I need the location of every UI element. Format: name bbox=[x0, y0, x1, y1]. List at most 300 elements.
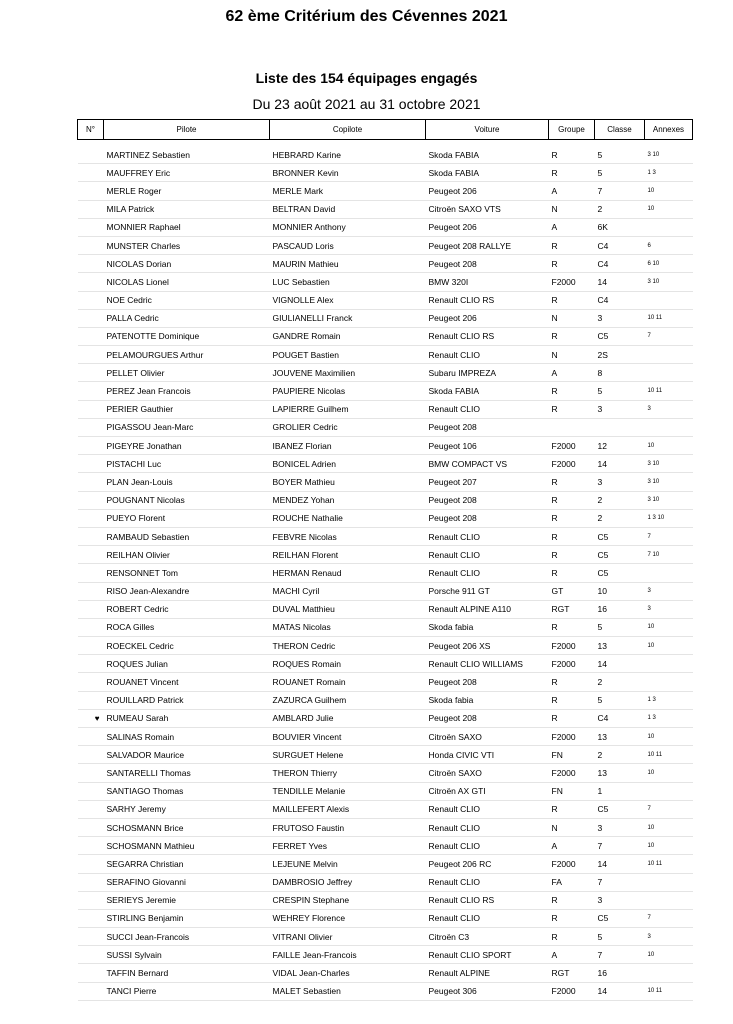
document-subtitle: Liste des 154 équipages engagés bbox=[255, 70, 478, 86]
cell-pilote: PATENOTTE Dominique bbox=[104, 327, 270, 345]
cell-annexes: 10 bbox=[645, 200, 693, 218]
cell-classe: 12 bbox=[595, 437, 645, 455]
cell-voiture: Peugeot 208 bbox=[426, 509, 549, 527]
table-row bbox=[78, 746, 693, 764]
cell-annexes: 10 bbox=[645, 764, 693, 782]
cell-annexes: 7 10 bbox=[645, 546, 693, 564]
cell-num bbox=[78, 909, 104, 927]
cell-num bbox=[78, 309, 104, 327]
cell-pilote: MILA Patrick bbox=[104, 200, 270, 218]
table-row bbox=[78, 655, 693, 673]
table-row bbox=[78, 182, 693, 200]
cell-annexes: 10 bbox=[645, 618, 693, 636]
cell-classe: C5 bbox=[595, 909, 645, 927]
cell-annexes: 6 bbox=[645, 236, 693, 254]
cell-voiture: Renault CLIO RS bbox=[426, 327, 549, 345]
entries-table bbox=[77, 119, 693, 1001]
table-row bbox=[78, 982, 693, 1000]
cell-voiture: BMW 320I bbox=[426, 273, 549, 291]
cell-groupe: F2000 bbox=[549, 982, 595, 1000]
cell-voiture: Peugeot 208 bbox=[426, 673, 549, 691]
cell-num bbox=[78, 236, 104, 254]
cell-copilote: MAURIN Mathieu bbox=[270, 255, 426, 273]
cell-groupe: R bbox=[549, 564, 595, 582]
cell-num bbox=[78, 855, 104, 873]
cell-voiture: Skoda FABIA bbox=[426, 164, 549, 182]
cell-num bbox=[78, 982, 104, 1000]
cell-annexes bbox=[645, 564, 693, 582]
cell-classe: C5 bbox=[595, 527, 645, 545]
cell-groupe: N bbox=[549, 346, 595, 364]
cell-pilote: SERAFINO Giovanni bbox=[104, 873, 270, 891]
cell-annexes: 7 bbox=[645, 527, 693, 545]
cell-pilote: REILHAN Olivier bbox=[104, 546, 270, 564]
cell-classe: C4 bbox=[595, 291, 645, 309]
cell-annexes bbox=[645, 873, 693, 891]
cell-num bbox=[78, 964, 104, 982]
cell-copilote: TENDILLE Melanie bbox=[270, 782, 426, 800]
cell-classe: 2 bbox=[595, 509, 645, 527]
cell-num bbox=[78, 200, 104, 218]
cell-num bbox=[78, 600, 104, 618]
cell-pilote: SARHY Jeremy bbox=[104, 800, 270, 818]
cell-copilote: GROLIER Cedric bbox=[270, 418, 426, 436]
cell-pilote: MAUFFREY Eric bbox=[104, 164, 270, 182]
cell-groupe: FA bbox=[549, 873, 595, 891]
cell-pilote: ROCA Gilles bbox=[104, 618, 270, 636]
cell-classe: 3 bbox=[595, 818, 645, 836]
cell-num bbox=[78, 873, 104, 891]
cell-groupe: R bbox=[549, 491, 595, 509]
cell-pilote: PUEYO Florent bbox=[104, 509, 270, 527]
header-pilote: Pilote bbox=[104, 120, 270, 140]
cell-classe: 14 bbox=[595, 273, 645, 291]
table-row bbox=[78, 200, 693, 218]
table-row bbox=[78, 782, 693, 800]
cell-num bbox=[78, 273, 104, 291]
cell-voiture: Renault CLIO SPORT bbox=[426, 946, 549, 964]
cell-pilote: RUMEAU Sarah bbox=[104, 709, 270, 727]
cell-classe: C4 bbox=[595, 255, 645, 273]
cell-copilote: MAILLEFERT Alexis bbox=[270, 800, 426, 818]
cell-pilote: SALVADOR Maurice bbox=[104, 746, 270, 764]
cell-voiture: Renault CLIO RS bbox=[426, 891, 549, 909]
header-annexes: Annexes bbox=[645, 120, 693, 140]
cell-groupe: FN bbox=[549, 782, 595, 800]
table-row bbox=[78, 691, 693, 709]
header-groupe: Groupe bbox=[549, 120, 595, 140]
table-row bbox=[78, 800, 693, 818]
cell-classe: 5 bbox=[595, 382, 645, 400]
cell-copilote: WEHREY Florence bbox=[270, 909, 426, 927]
cell-annexes: 7 bbox=[645, 909, 693, 927]
cell-voiture: Peugeot 206 XS bbox=[426, 637, 549, 655]
cell-num bbox=[78, 928, 104, 946]
cell-pilote: PEREZ Jean Francois bbox=[104, 382, 270, 400]
cell-copilote: MONNIER Anthony bbox=[270, 218, 426, 236]
cell-groupe: A bbox=[549, 946, 595, 964]
cell-annexes: 1 3 10 bbox=[645, 509, 693, 527]
cell-voiture: Skoda fabia bbox=[426, 691, 549, 709]
table-row bbox=[78, 473, 693, 491]
cell-copilote: REILHAN Florent bbox=[270, 546, 426, 564]
cell-pilote: MUNSTER Charles bbox=[104, 236, 270, 254]
cell-num bbox=[78, 691, 104, 709]
cell-voiture: Peugeot 106 bbox=[426, 437, 549, 455]
cell-voiture: BMW COMPACT VS bbox=[426, 455, 549, 473]
cell-copilote: MATAS Nicolas bbox=[270, 618, 426, 636]
cell-classe: 10 bbox=[595, 582, 645, 600]
cell-classe bbox=[595, 418, 645, 436]
cell-classe: C5 bbox=[595, 327, 645, 345]
table-row bbox=[78, 546, 693, 564]
cell-num bbox=[78, 946, 104, 964]
cell-classe: 8 bbox=[595, 364, 645, 382]
cell-voiture: Peugeot 208 bbox=[426, 418, 549, 436]
table-body bbox=[78, 140, 693, 1001]
header-copilote: Copilote bbox=[270, 120, 426, 140]
cell-pilote: MONNIER Raphael bbox=[104, 218, 270, 236]
cell-annexes: 10 bbox=[645, 946, 693, 964]
cell-voiture: Peugeot 207 bbox=[426, 473, 549, 491]
cell-groupe: A bbox=[549, 364, 595, 382]
cell-copilote: LUC Sebastien bbox=[270, 273, 426, 291]
cell-groupe: R bbox=[549, 327, 595, 345]
table-row bbox=[78, 928, 693, 946]
cell-voiture: Renault CLIO bbox=[426, 800, 549, 818]
cell-copilote: SURGUET Helene bbox=[270, 746, 426, 764]
cell-annexes: 1 3 bbox=[645, 164, 693, 182]
table-row bbox=[78, 600, 693, 618]
cell-groupe: F2000 bbox=[549, 855, 595, 873]
cell-voiture: Citroën SAXO bbox=[426, 764, 549, 782]
cell-groupe: F2000 bbox=[549, 637, 595, 655]
cell-num bbox=[78, 364, 104, 382]
cell-groupe: N bbox=[549, 200, 595, 218]
cell-groupe: A bbox=[549, 837, 595, 855]
cell-classe: 5 bbox=[595, 618, 645, 636]
cell-pilote: STIRLING Benjamin bbox=[104, 909, 270, 927]
cell-voiture: Renault CLIO WILLIAMS bbox=[426, 655, 549, 673]
table-row bbox=[78, 618, 693, 636]
table-row bbox=[78, 164, 693, 182]
cell-annexes bbox=[645, 291, 693, 309]
cell-classe: 5 bbox=[595, 928, 645, 946]
cell-groupe: N bbox=[549, 818, 595, 836]
table-row bbox=[78, 946, 693, 964]
cell-classe: 7 bbox=[595, 837, 645, 855]
cell-voiture: Peugeot 208 bbox=[426, 255, 549, 273]
cell-annexes: 10 11 bbox=[645, 746, 693, 764]
cell-pilote: MERLE Roger bbox=[104, 182, 270, 200]
cell-groupe: R bbox=[549, 164, 595, 182]
cell-voiture: Renault CLIO bbox=[426, 564, 549, 582]
cell-pilote: SUCCI Jean-Francois bbox=[104, 928, 270, 946]
cell-groupe: R bbox=[549, 618, 595, 636]
cell-groupe bbox=[549, 418, 595, 436]
cell-voiture: Citroën SAXO bbox=[426, 728, 549, 746]
cell-voiture: Peugeot 206 bbox=[426, 182, 549, 200]
cell-annexes: 10 bbox=[645, 182, 693, 200]
cell-pilote: ROUILLARD Patrick bbox=[104, 691, 270, 709]
cell-num bbox=[78, 255, 104, 273]
cell-groupe: F2000 bbox=[549, 455, 595, 473]
cell-groupe: R bbox=[549, 236, 595, 254]
cell-num bbox=[78, 728, 104, 746]
cell-groupe: A bbox=[549, 218, 595, 236]
cell-classe: C4 bbox=[595, 709, 645, 727]
cell-pilote: PERIER Gauthier bbox=[104, 400, 270, 418]
table-row bbox=[78, 673, 693, 691]
table-row bbox=[78, 364, 693, 382]
cell-voiture: Peugeot 206 bbox=[426, 218, 549, 236]
cell-num bbox=[78, 782, 104, 800]
cell-copilote: AMBLARD Julie bbox=[270, 709, 426, 727]
cell-copilote: JOUVENE Maximilien bbox=[270, 364, 426, 382]
cell-num bbox=[78, 437, 104, 455]
table-row bbox=[78, 273, 693, 291]
cell-classe: C5 bbox=[595, 564, 645, 582]
table-row bbox=[78, 509, 693, 527]
cell-pilote: PELAMOURGUES Arthur bbox=[104, 346, 270, 364]
cell-num bbox=[78, 346, 104, 364]
cell-annexes: 3 10 bbox=[645, 455, 693, 473]
cell-copilote: VIGNOLLE Alex bbox=[270, 291, 426, 309]
cell-annexes: 3 10 bbox=[645, 473, 693, 491]
cell-num bbox=[78, 509, 104, 527]
cell-classe: 3 bbox=[595, 400, 645, 418]
cell-num bbox=[78, 764, 104, 782]
cell-annexes: 10 11 bbox=[645, 309, 693, 327]
cell-pilote: ROUANET Vincent bbox=[104, 673, 270, 691]
cell-classe: 2 bbox=[595, 673, 645, 691]
cell-copilote: PASCAUD Loris bbox=[270, 236, 426, 254]
table-row bbox=[78, 818, 693, 836]
document-title: 62 ème Critérium des Cévennes 2021 bbox=[225, 8, 508, 25]
cell-annexes: 1 3 bbox=[645, 691, 693, 709]
cell-classe: 2 bbox=[595, 200, 645, 218]
cell-annexes bbox=[645, 346, 693, 364]
header-classe: Classe bbox=[595, 120, 645, 140]
cell-groupe: F2000 bbox=[549, 728, 595, 746]
cell-classe: 7 bbox=[595, 182, 645, 200]
cell-num bbox=[78, 746, 104, 764]
cell-pilote: NOE Cedric bbox=[104, 291, 270, 309]
cell-annexes bbox=[645, 891, 693, 909]
table-row bbox=[78, 291, 693, 309]
cell-annexes bbox=[645, 418, 693, 436]
cell-classe: C5 bbox=[595, 546, 645, 564]
cell-classe: 1 bbox=[595, 782, 645, 800]
cell-pilote: PALLA Cedric bbox=[104, 309, 270, 327]
cell-num bbox=[78, 400, 104, 418]
table-row bbox=[78, 855, 693, 873]
cell-voiture: Renault CLIO bbox=[426, 909, 549, 927]
cell-classe: 13 bbox=[595, 728, 645, 746]
cell-groupe: R bbox=[549, 709, 595, 727]
table-row bbox=[78, 764, 693, 782]
cell-copilote: GIULIANELLI Franck bbox=[270, 309, 426, 327]
cell-classe: 5 bbox=[595, 146, 645, 164]
cell-copilote: ROUCHE Nathalie bbox=[270, 509, 426, 527]
cell-groupe: R bbox=[549, 400, 595, 418]
cell-num bbox=[78, 164, 104, 182]
cell-voiture: Skoda fabia bbox=[426, 618, 549, 636]
cell-pilote: SCHOSMANN Brice bbox=[104, 818, 270, 836]
cell-classe: 3 bbox=[595, 473, 645, 491]
cell-groupe: A bbox=[549, 182, 595, 200]
cell-copilote: FRUTOSO Faustin bbox=[270, 818, 426, 836]
cell-annexes: 3 10 bbox=[645, 146, 693, 164]
cell-classe: 13 bbox=[595, 637, 645, 655]
cell-pilote: SEGARRA Christian bbox=[104, 855, 270, 873]
cell-annexes: 3 bbox=[645, 600, 693, 618]
cell-pilote: PIGEYRE Jonathan bbox=[104, 437, 270, 455]
cell-classe: C4 bbox=[595, 236, 645, 254]
table-row bbox=[78, 564, 693, 582]
cell-voiture: Porsche 911 GT bbox=[426, 582, 549, 600]
cell-copilote: HERMAN Renaud bbox=[270, 564, 426, 582]
table-row bbox=[78, 909, 693, 927]
cell-groupe: R bbox=[549, 691, 595, 709]
cell-groupe: RGT bbox=[549, 964, 595, 982]
table-row bbox=[78, 728, 693, 746]
cell-groupe: R bbox=[549, 473, 595, 491]
table-row bbox=[78, 400, 693, 418]
cell-annexes bbox=[645, 782, 693, 800]
cell-voiture: Citroën AX GTI bbox=[426, 782, 549, 800]
header-voiture: Voiture bbox=[426, 120, 549, 140]
table-header-row bbox=[78, 120, 693, 140]
cell-groupe: R bbox=[549, 909, 595, 927]
cell-voiture: Peugeot 206 RC bbox=[426, 855, 549, 873]
cell-num bbox=[78, 564, 104, 582]
cell-num bbox=[78, 291, 104, 309]
cell-num bbox=[78, 418, 104, 436]
cell-classe: 7 bbox=[595, 946, 645, 964]
cell-num bbox=[78, 618, 104, 636]
cell-voiture: Honda CIVIC VTI bbox=[426, 746, 549, 764]
cell-groupe: GT bbox=[549, 582, 595, 600]
cell-classe: 16 bbox=[595, 600, 645, 618]
cell-copilote: DUVAL Matthieu bbox=[270, 600, 426, 618]
cell-copilote: BOYER Mathieu bbox=[270, 473, 426, 491]
table-row bbox=[78, 709, 693, 727]
cell-classe: C5 bbox=[595, 800, 645, 818]
cell-classe: 14 bbox=[595, 655, 645, 673]
cell-copilote: FAILLE Jean-Francois bbox=[270, 946, 426, 964]
table-row bbox=[78, 437, 693, 455]
cell-num bbox=[78, 837, 104, 855]
cell-pilote: RISO Jean-Alexandre bbox=[104, 582, 270, 600]
cell-copilote: THERON Cedric bbox=[270, 637, 426, 655]
table-row bbox=[78, 582, 693, 600]
cell-groupe: FN bbox=[549, 746, 595, 764]
cell-copilote: VIDAL Jean-Charles bbox=[270, 964, 426, 982]
table-row bbox=[78, 873, 693, 891]
cell-annexes bbox=[645, 673, 693, 691]
table-row bbox=[78, 637, 693, 655]
table-row bbox=[78, 891, 693, 909]
cell-copilote: IBANEZ Florian bbox=[270, 437, 426, 455]
cell-copilote: BONICEL Adrien bbox=[270, 455, 426, 473]
cell-voiture: Renault ALPINE bbox=[426, 964, 549, 982]
cell-annexes: 10 11 bbox=[645, 382, 693, 400]
cell-pilote: RAMBAUD Sebastien bbox=[104, 527, 270, 545]
cell-annexes bbox=[645, 364, 693, 382]
cell-annexes: 10 bbox=[645, 818, 693, 836]
cell-copilote: MERLE Mark bbox=[270, 182, 426, 200]
cell-num bbox=[78, 491, 104, 509]
cell-classe: 6K bbox=[595, 218, 645, 236]
cell-copilote: FERRET Yves bbox=[270, 837, 426, 855]
cell-classe: 7 bbox=[595, 873, 645, 891]
cell-pilote: SERIEYS Jeremie bbox=[104, 891, 270, 909]
cell-voiture: Peugeot 206 bbox=[426, 309, 549, 327]
cell-annexes: 10 bbox=[645, 637, 693, 655]
cell-groupe: R bbox=[549, 291, 595, 309]
cell-copilote: FEBVRE Nicolas bbox=[270, 527, 426, 545]
cell-pilote: NICOLAS Lionel bbox=[104, 273, 270, 291]
cell-voiture: Citroën SAXO VTS bbox=[426, 200, 549, 218]
cell-pilote: TANCI Pierre bbox=[104, 982, 270, 1000]
cell-num: ♥ bbox=[78, 709, 104, 727]
cell-annexes: 7 bbox=[645, 327, 693, 345]
cell-classe: 13 bbox=[595, 764, 645, 782]
table-row bbox=[78, 418, 693, 436]
cell-voiture: Peugeot 208 bbox=[426, 709, 549, 727]
cell-pilote: SCHOSMANN Mathieu bbox=[104, 837, 270, 855]
cell-annexes: 1 3 bbox=[645, 709, 693, 727]
cell-annexes: 3 10 bbox=[645, 491, 693, 509]
cell-voiture: Skoda FABIA bbox=[426, 146, 549, 164]
cell-num bbox=[78, 818, 104, 836]
cell-pilote: NICOLAS Dorian bbox=[104, 255, 270, 273]
cell-pilote: SANTARELLI Thomas bbox=[104, 764, 270, 782]
cell-pilote: PISTACHI Luc bbox=[104, 455, 270, 473]
cell-copilote: HEBRARD Karine bbox=[270, 146, 426, 164]
cell-classe: 3 bbox=[595, 309, 645, 327]
cell-classe: 3 bbox=[595, 891, 645, 909]
cell-pilote: ROBERT Cedric bbox=[104, 600, 270, 618]
cell-groupe: R bbox=[549, 928, 595, 946]
cell-annexes: 6 10 bbox=[645, 255, 693, 273]
cell-annexes: 10 bbox=[645, 437, 693, 455]
table-row bbox=[78, 309, 693, 327]
cell-num bbox=[78, 891, 104, 909]
cell-voiture: Skoda FABIA bbox=[426, 382, 549, 400]
cell-annexes bbox=[645, 655, 693, 673]
cell-classe: 5 bbox=[595, 691, 645, 709]
cell-copilote: LAPIERRE Guilhem bbox=[270, 400, 426, 418]
cell-copilote: ROUANET Romain bbox=[270, 673, 426, 691]
cell-annexes: 10 bbox=[645, 728, 693, 746]
cell-num bbox=[78, 218, 104, 236]
cell-num bbox=[78, 455, 104, 473]
cell-copilote: ZAZURCA Guilhem bbox=[270, 691, 426, 709]
table-row bbox=[78, 527, 693, 545]
cell-annexes bbox=[645, 218, 693, 236]
cell-copilote: THERON Thierry bbox=[270, 764, 426, 782]
table-row bbox=[78, 327, 693, 345]
cell-voiture: Citroën C3 bbox=[426, 928, 549, 946]
table-row bbox=[78, 236, 693, 254]
cell-classe: 14 bbox=[595, 855, 645, 873]
cell-annexes: 3 10 bbox=[645, 273, 693, 291]
cell-groupe: R bbox=[549, 146, 595, 164]
cell-voiture: Subaru IMPREZA bbox=[426, 364, 549, 382]
cell-voiture: Renault CLIO bbox=[426, 818, 549, 836]
